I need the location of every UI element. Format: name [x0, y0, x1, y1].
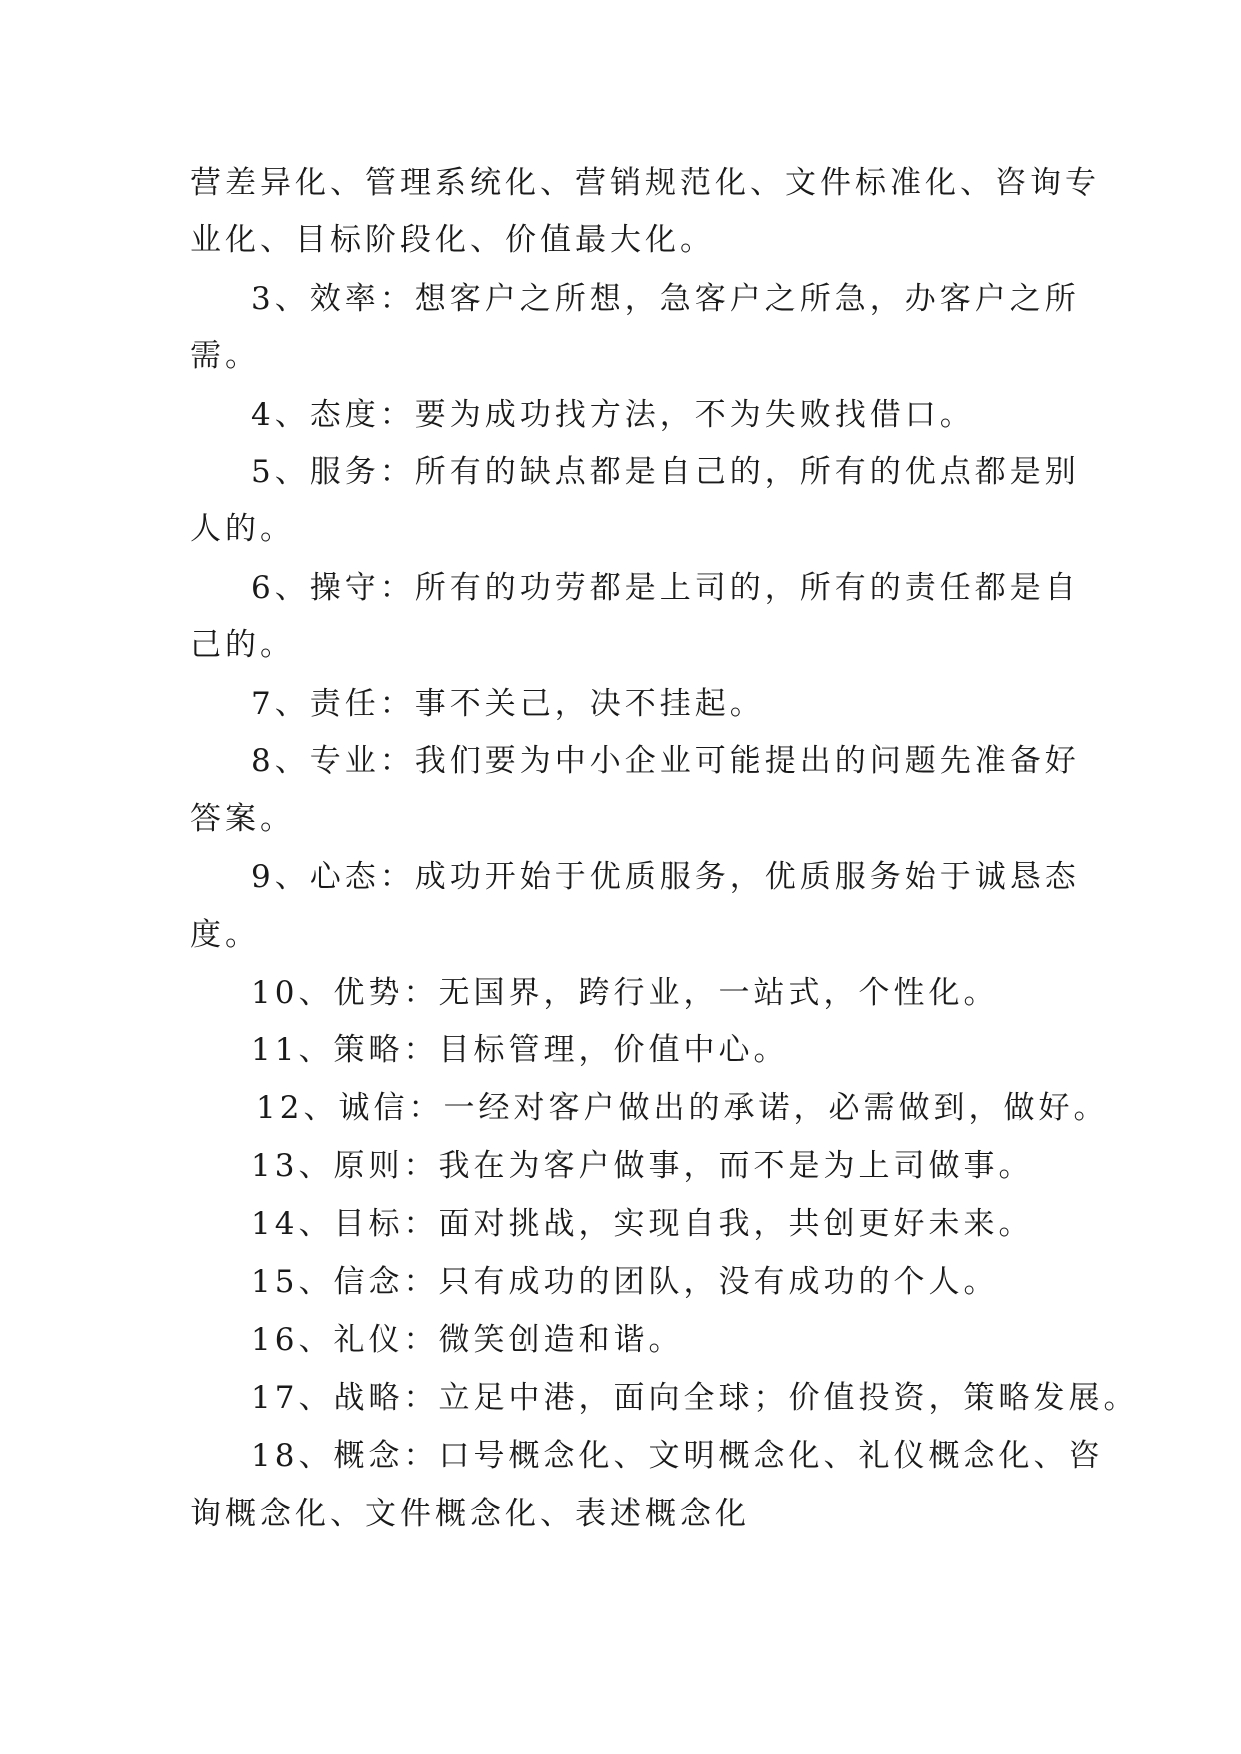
item-12: 12、诚信：一经对客户做出的承诺，必需做到，做好。	[256, 1090, 1109, 1126]
item-14: 14、目标：面对挑战，实现自我，共创更好未来。	[251, 1206, 1034, 1242]
item-4: 4、态度：要为成功找方法，不为失败找借口。	[251, 397, 975, 433]
item-5-line-1: 5、服务：所有的缺点都是自己的，所有的优点都是别	[251, 454, 1080, 490]
item-18-line-2: 询概念化、文件概念化、表述概念化	[190, 1496, 750, 1532]
item-17: 17、战略：立足中港，面向全球；价值投资，策略发展。	[251, 1380, 1139, 1416]
item-16: 16、礼仪：微笑创造和谐。	[251, 1322, 684, 1358]
item-6-line-2: 己的。	[190, 627, 295, 663]
item-13: 13、原则：我在为客户做事，而不是为上司做事。	[251, 1148, 1034, 1184]
item-9-line-2: 度。	[190, 917, 260, 953]
text-line-1: 营差异化、管理系统化、营销规范化、文件标准化、咨询专	[190, 165, 1100, 201]
item-5-line-2: 人的。	[190, 511, 295, 547]
item-3-line-2: 需。	[190, 338, 260, 374]
text-line-2: 业化、目标阶段化、价值最大化。	[190, 222, 715, 258]
item-15: 15、信念：只有成功的团队，没有成功的个人。	[251, 1264, 999, 1300]
item-7: 7、责任：事不关己，决不挂起。	[251, 686, 765, 722]
item-8-line-2: 答案。	[190, 801, 295, 837]
item-10: 10、优势：无国界，跨行业，一站式，个性化。	[251, 975, 999, 1011]
item-18-line-1: 18、概念：口号概念化、文明概念化、礼仪概念化、咨	[251, 1438, 1104, 1474]
item-9-line-1: 9、心态：成功开始于优质服务，优质服务始于诚恳态	[251, 859, 1080, 895]
item-11: 11、策略：目标管理，价值中心。	[251, 1032, 789, 1068]
item-6-line-1: 6、操守：所有的功劳都是上司的，所有的责任都是自	[251, 570, 1080, 606]
item-8-line-1: 8、专业：我们要为中小企业可能提出的问题先准备好	[251, 743, 1080, 779]
item-3-line-1: 3、效率：想客户之所想，急客户之所急，办客户之所	[251, 281, 1080, 317]
